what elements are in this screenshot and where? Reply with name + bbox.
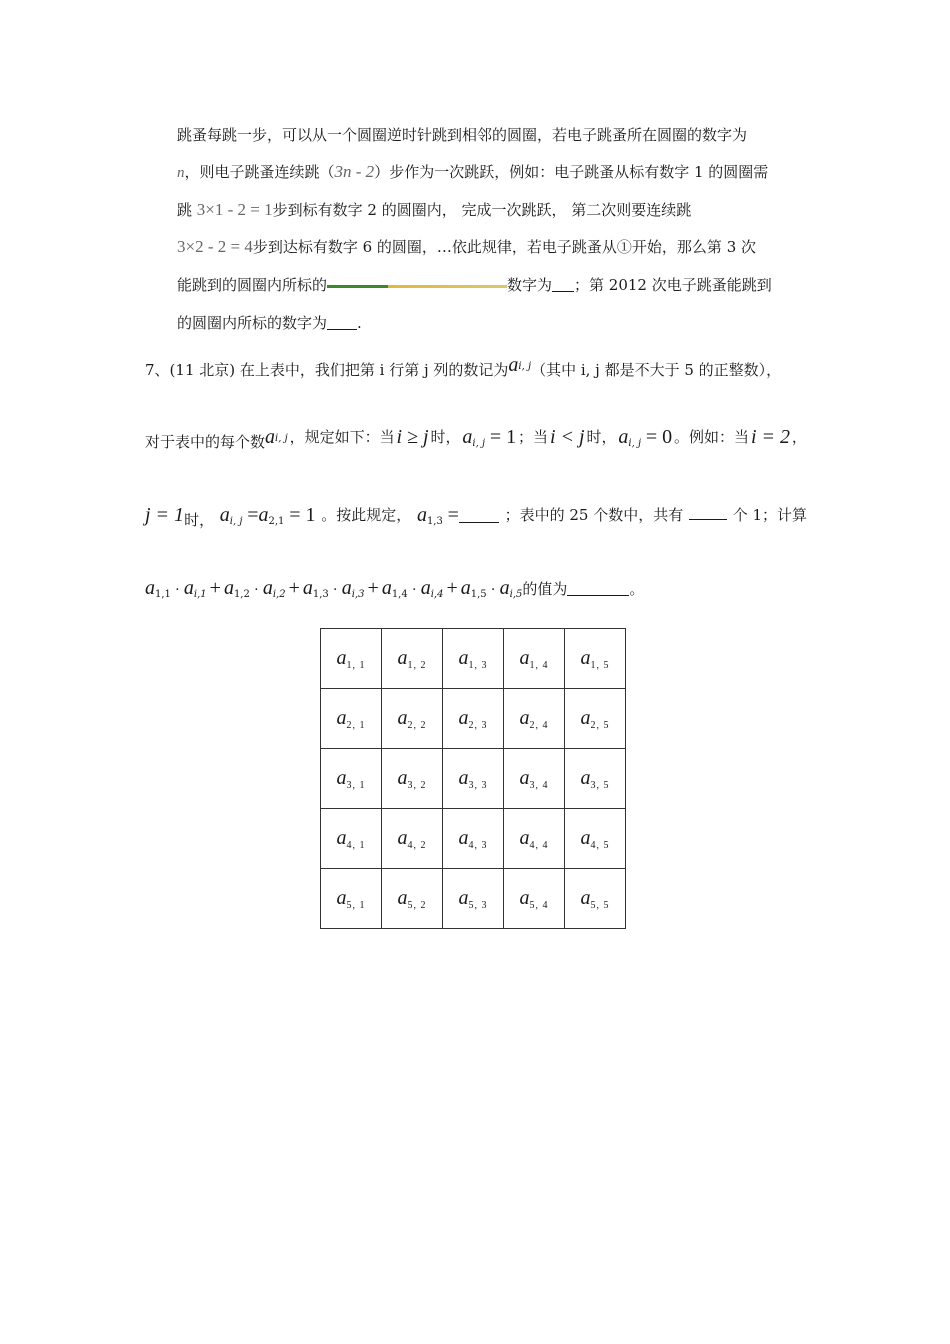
matrix-cell (565, 629, 626, 689)
matrix-cell-index: 2, 2 (407, 719, 427, 731)
matrix-cell (504, 629, 565, 689)
matrix-cell-letter: a (580, 826, 591, 849)
eq-sign-2: = (447, 504, 459, 526)
matrix-cell (321, 629, 382, 689)
matrix-cell-index: 2, 1 (346, 719, 366, 731)
plus-sign: + (209, 577, 221, 599)
matrix-cell-index: 4, 5 (590, 839, 610, 851)
matrix-cell-index: 5, 2 (407, 899, 427, 911)
matrix-cell-letter: a (336, 766, 347, 789)
sub-13: 1,3 (426, 516, 443, 527)
eq-0: = 0 (645, 426, 673, 448)
matrix-cell (382, 869, 443, 929)
intro-text-5c: ；第 2012 次电子跳蚤能跳到 (574, 276, 772, 294)
answer-blank-1[interactable] (552, 277, 574, 292)
intro-text-2b: ）步作为一次跳跃，例如：电子跳蚤从标有数字 1 的圆圈需 (374, 163, 769, 181)
sub-21: 2,1 (268, 516, 285, 527)
ex-j-1: j = 1 (145, 504, 185, 526)
matrix-cell-letter: a (397, 646, 408, 669)
q7-line-3 (145, 505, 807, 532)
matrix-cell (504, 689, 565, 749)
expr-3x2: 3×2 - 2 = 4 (177, 237, 253, 256)
matrix-cell-letter: a (580, 646, 591, 669)
matrix-cell-index: 1, 1 (346, 659, 366, 671)
q7-text-2g: ， (791, 428, 807, 446)
matrix-row (321, 689, 626, 749)
matrix-cell-letter: a (519, 886, 530, 909)
sum-term-sub-1: 1,1 (155, 589, 171, 600)
intro-line-5 (177, 275, 807, 295)
matrix-cell-index: 1, 5 (590, 659, 610, 671)
matrix-cell-index: 3, 2 (407, 779, 427, 791)
plus-sign: + (288, 577, 300, 599)
var-a-7: a (416, 504, 427, 526)
matrix-cell (382, 749, 443, 809)
matrix-cell-letter: a (458, 646, 469, 669)
q7-text-3b: 。按此规定， (321, 506, 412, 524)
q7-line-2 (145, 427, 807, 454)
dot-operator: · (411, 582, 417, 598)
matrix-cell-index: 3, 3 (468, 779, 488, 791)
matrix-cell-index: 5, 5 (590, 899, 610, 911)
intro-line-6 (177, 313, 807, 333)
matrix-cell-letter: a (519, 766, 530, 789)
dot-operator: · (332, 582, 338, 598)
matrix-cell (443, 689, 504, 749)
intro-line-2 (177, 162, 807, 183)
matrix-cell (443, 809, 504, 869)
intro-text-5a: 能跳到的圆圈内所标的 (177, 276, 328, 294)
sum-term-a: a (381, 577, 392, 599)
plus-sign: + (446, 577, 458, 599)
var-a-4: a (618, 426, 629, 448)
q7-text-3d: 个 1；计算 (732, 506, 807, 524)
sum-term-a: a (262, 577, 273, 599)
matrix-table (320, 628, 626, 929)
intro-line-1 (177, 125, 807, 145)
matrix-cell-letter: a (397, 826, 408, 849)
plus-sign: + (367, 577, 379, 599)
intro-text-6a: 的圆圈内所标的数字为 (177, 314, 328, 332)
var-a: a (508, 354, 519, 376)
matrix-cell (504, 809, 565, 869)
sum-term-sub-2: i,4 (430, 589, 444, 600)
matrix-cell (321, 809, 382, 869)
sum-term-sub-1: 1,5 (470, 589, 487, 600)
sub-ij-2: i, j (275, 433, 288, 444)
matrix-row (321, 629, 626, 689)
q7-text-2b: ，规定如下：当 (289, 428, 395, 446)
matrix-cell-index: 4, 3 (468, 839, 488, 851)
answer-blank-2[interactable] (327, 315, 357, 330)
sum-term-a: a (223, 577, 234, 599)
var-a-3: a (462, 426, 473, 448)
matrix-cell (565, 809, 626, 869)
answer-blank-4[interactable] (689, 505, 727, 520)
sum-term-sub-2: i,5 (509, 589, 523, 600)
matrix-cell (443, 869, 504, 929)
matrix-row (321, 749, 626, 809)
eq-1: = 1 (489, 426, 517, 448)
q7-text-4a: 的值为 (522, 580, 568, 598)
matrix-cell-index: 5, 3 (468, 899, 488, 911)
q7-text-2a: 对于表中的每个数 (145, 433, 266, 451)
matrix-cell-index: 2, 4 (529, 719, 549, 731)
matrix-cell (321, 689, 382, 749)
q7-line-1 (145, 355, 807, 380)
var-a-2: a (265, 426, 276, 448)
eq-1b: = 1 (289, 504, 316, 526)
sum-term-a: a (302, 577, 313, 599)
var-a-5: a (219, 504, 230, 526)
matrix-cell-letter: a (458, 826, 469, 849)
matrix-cell (565, 869, 626, 929)
sub-ij-3: i, j (472, 438, 486, 449)
intro-line-3 (177, 200, 807, 220)
matrix-cell-letter: a (519, 826, 530, 849)
matrix-cell-letter: a (336, 646, 347, 669)
answer-blank-3[interactable] (459, 508, 499, 523)
q7-text-2e: 时， (586, 428, 617, 446)
matrix-cell (382, 689, 443, 749)
dot-operator: · (490, 582, 496, 598)
matrix-cell-index: 2, 3 (468, 719, 488, 731)
expr-3x1: 3×1 - 2 = 1 (196, 200, 273, 219)
matrix-cell-letter: a (397, 706, 408, 729)
matrix-cell (504, 749, 565, 809)
matrix-cell-letter: a (397, 766, 408, 789)
matrix-cell (321, 749, 382, 809)
sum-term-a: a (460, 577, 471, 599)
matrix-cell-letter: a (580, 886, 591, 909)
intro-text-3a: 跳 (177, 201, 193, 219)
sub-ij-4: i, j (628, 438, 642, 449)
var-a-6: a (258, 504, 269, 526)
matrix-cell (321, 869, 382, 929)
matrix-cell-index: 4, 4 (529, 839, 549, 851)
matrix-cell-index: 5, 1 (346, 899, 366, 911)
cond-i-lt-j: i < j (549, 426, 585, 448)
color-underline (327, 285, 507, 288)
sum-term-sub-2: i,1 (193, 589, 207, 600)
matrix-cell-index: 2, 5 (590, 719, 610, 731)
matrix-cell-letter: a (336, 706, 347, 729)
q7-text-2c: 时， (430, 428, 461, 446)
q7-text-3c: ；表中的 25 个数中，共有 (504, 506, 684, 524)
matrix-cell-letter: a (519, 646, 530, 669)
matrix-cell-letter: a (458, 886, 469, 909)
intro-text-6b: . (357, 314, 362, 332)
matrix-cell-letter: a (458, 706, 469, 729)
matrix-row (321, 869, 626, 929)
var-n: n (177, 165, 185, 181)
q7-text-4b: 。 (629, 580, 645, 598)
matrix-cell (382, 809, 443, 869)
matrix-cell-letter: a (580, 766, 591, 789)
dot-operator: · (174, 582, 180, 598)
matrix-cell-letter: a (519, 706, 530, 729)
sum-term-a: a (341, 577, 352, 599)
q7-line-4 (145, 578, 807, 605)
sub-ij: i, j (518, 361, 532, 372)
matrix-cell (443, 749, 504, 809)
q7-text-1a: 7、(11 北京) 在上表中，我们把第 i 行第 j 列的数记为 (145, 361, 509, 379)
matrix-cell-index: 1, 3 (468, 659, 488, 671)
intro-line-4 (177, 237, 807, 257)
matrix-cell-letter: a (336, 886, 347, 909)
matrix-cell (565, 749, 626, 809)
q7-text-1b: （其中 i, j 都是不大于 5 的正整数）， (531, 361, 782, 379)
cond-i-ge-j: i ≥ j (396, 426, 429, 448)
intro-text-4b: 步到达标有数字 6 的圆圈，…依此规律，若电子跳蚤从①开始，那么第 3 次 (252, 238, 757, 256)
sum-expression (145, 577, 523, 600)
matrix-cell-index: 1, 4 (529, 659, 549, 671)
matrix-cell-index: 4, 2 (407, 839, 427, 851)
sum-term-a: a (145, 577, 155, 599)
dot-operator: · (253, 582, 259, 598)
intro-text-5b: 数字为 (507, 276, 553, 294)
matrix-cell (382, 629, 443, 689)
ex-i-2: i = 2 (750, 426, 791, 448)
matrix-cell-index: 3, 1 (346, 779, 366, 791)
matrix-cell (504, 869, 565, 929)
sub-ij-5: i, j (229, 516, 243, 527)
matrix-cell (443, 629, 504, 689)
sum-term-sub-1: 1,4 (391, 589, 408, 600)
q7-text-2f: 。例如：当 (674, 428, 750, 446)
q7-text-2d: ；当 (518, 428, 549, 446)
expr-3n-2: 3n - 2 (334, 162, 375, 181)
q7-text-3a: 时， (184, 511, 215, 529)
intro-text-2a: ，则电子跳蚤连续跳（ (184, 163, 335, 181)
matrix-cell-index: 3, 4 (529, 779, 549, 791)
matrix-cell-letter: a (336, 826, 347, 849)
matrix-cell-letter: a (397, 886, 408, 909)
matrix-cell-letter: a (458, 766, 469, 789)
matrix-cell-index: 1, 2 (407, 659, 427, 671)
sum-term-a: a (499, 577, 510, 599)
matrix-cell-index: 3, 5 (590, 779, 610, 791)
sum-term-sub-2: i,2 (272, 589, 286, 600)
sum-term-sub-1: 1,3 (312, 589, 329, 600)
matrix-cell (565, 689, 626, 749)
matrix-cell-letter: a (580, 706, 591, 729)
answer-blank-5[interactable] (567, 581, 629, 596)
sum-term-sub-2: i,3 (351, 589, 365, 600)
sum-term-a: a (183, 577, 194, 599)
sum-term-a: a (420, 577, 431, 599)
intro-text-1: 跳蚤每跳一步，可以从一个圆圈逆时针跳到相邻的圆圈，若电子跳蚤所在圆圈的数字为 (177, 126, 748, 144)
matrix-cell-index: 5, 4 (529, 899, 549, 911)
eq-sign: = (247, 504, 259, 526)
sum-term-sub-1: 1,2 (233, 589, 250, 600)
intro-text-3b: 步到标有数字 2 的圆圈内， 完成一次跳跃， 第二次则要连续跳 (272, 201, 692, 219)
matrix-cell-index: 4, 1 (346, 839, 366, 851)
matrix-row (321, 809, 626, 869)
